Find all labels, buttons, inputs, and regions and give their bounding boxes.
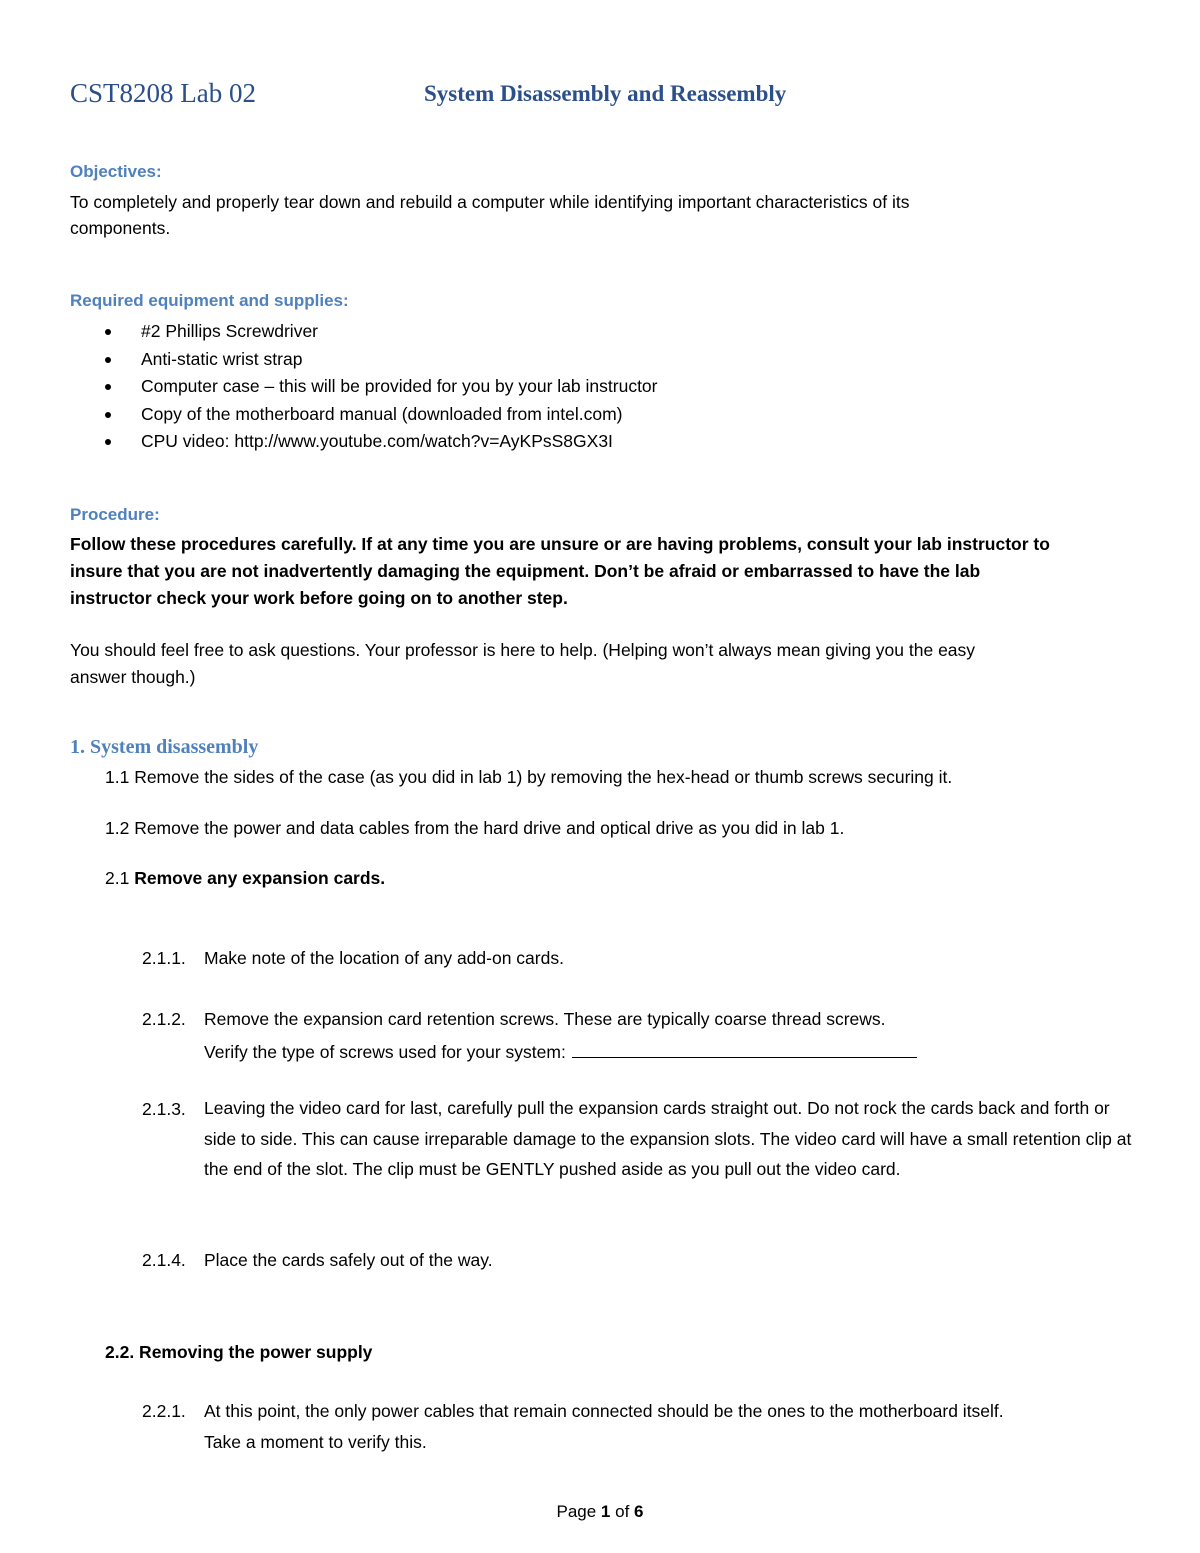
list-item: CPU video: http://www.youtube.com/watch?v=AyKPsS8GX3I — [105, 428, 658, 456]
step-2-2-1-text-line2: Take a moment to verify this. — [204, 1432, 427, 1452]
list-item: Anti-static wrist strap — [105, 346, 658, 374]
step-2-1-number: 2.1 — [105, 868, 130, 888]
equipment-heading: Required equipment and supplies: — [70, 291, 349, 310]
objectives-heading: Objectives: — [70, 162, 162, 181]
procedure-note-line1: You should feel free to ask questions. Your professor is here to help. (Helping won’t always mean giving you the easy — [70, 640, 976, 660]
step-2-1-2-text: Remove the expansion card retention screws. These are typically coarse thread screws. — [204, 1009, 886, 1029]
step-2-1-title: Remove any expansion cards. — [134, 868, 386, 888]
step-2-1 — [105, 868, 385, 889]
page-of-label: of — [615, 1502, 630, 1521]
screw-type-blank[interactable] — [572, 1039, 917, 1058]
step-2-1-3-text: Leaving the video card for last, carefully pull the expansion cards straight out. Do not rock the cards back and forth or side to side. This can cause irreparable damage to the expansion slots. The video card will have a small retention clip at the end of the slot. The clip must be GENTLY pushed aside as you pull out the video card. — [204, 1098, 1132, 1179]
list-item: Computer case – this will be provided for you by your lab instructor — [105, 373, 658, 401]
list-item: Copy of the motherboard manual (downloaded from intel.com) — [105, 401, 658, 429]
page-label: Page — [556, 1502, 597, 1521]
page-total: 6 — [634, 1502, 644, 1521]
step-2-1-4-number: 2.1.4. — [142, 1250, 186, 1270]
step-2-1-3-number: 2.1.3. — [142, 1099, 186, 1119]
step-1-1: 1.1 Remove the sides of the case (as you did in lab 1) by removing the hex-head or thumb screws securing it. — [105, 767, 953, 787]
procedure-warning-line3: instructor check your work before going on to another step. — [70, 588, 568, 608]
page-footer — [0, 1502, 1200, 1522]
step-2-2-heading: 2.2. Removing the power supply — [105, 1342, 373, 1362]
step-2-1-2-number: 2.1.2. — [142, 1009, 186, 1029]
procedure-warning-line2: insure that you are not inadvertently damaging the equipment. Don’t be afraid or embarrassed to have the lab — [70, 561, 981, 581]
screw-type-label: Verify the type of screws used for your system: — [204, 1042, 566, 1062]
page-number: 1 — [600, 1502, 611, 1521]
section-1-heading: 1. System disassembly — [70, 736, 259, 758]
lab-title: System Disassembly and Reassembly — [424, 81, 787, 106]
step-2-1-1-number: 2.1.1. — [142, 948, 186, 968]
objectives-text-line1: To completely and properly tear down and rebuild a computer while identifying important characteristics of its — [70, 192, 910, 212]
procedure-warning-line1: Follow these procedures carefully. If at any time you are unsure or are having problems, consult your lab instructor to — [70, 534, 1050, 554]
step-2-1-4-text: Place the cards safely out of the way. — [204, 1250, 493, 1270]
screw-type-prompt — [204, 1039, 917, 1063]
objectives-text-line2: components. — [70, 218, 171, 238]
course-lab-title: CST8208 Lab 02 — [70, 78, 256, 108]
step-1-2: 1.2 Remove the power and data cables from the hard drive and optical drive as you did in lab 1. — [105, 818, 845, 838]
procedure-note-line2: answer though.) — [70, 667, 196, 687]
step-2-2-1-text: At this point, the only power cables that remain connected should be the ones to the motherboard itself. — [204, 1401, 1004, 1421]
equipment-list — [105, 318, 658, 456]
procedure-heading: Procedure: — [70, 505, 160, 524]
list-item: #2 Phillips Screwdriver — [105, 318, 658, 346]
step-2-2-1-number: 2.2.1. — [142, 1401, 186, 1421]
step-2-1-1-text: Make note of the location of any add-on cards. — [204, 948, 564, 968]
